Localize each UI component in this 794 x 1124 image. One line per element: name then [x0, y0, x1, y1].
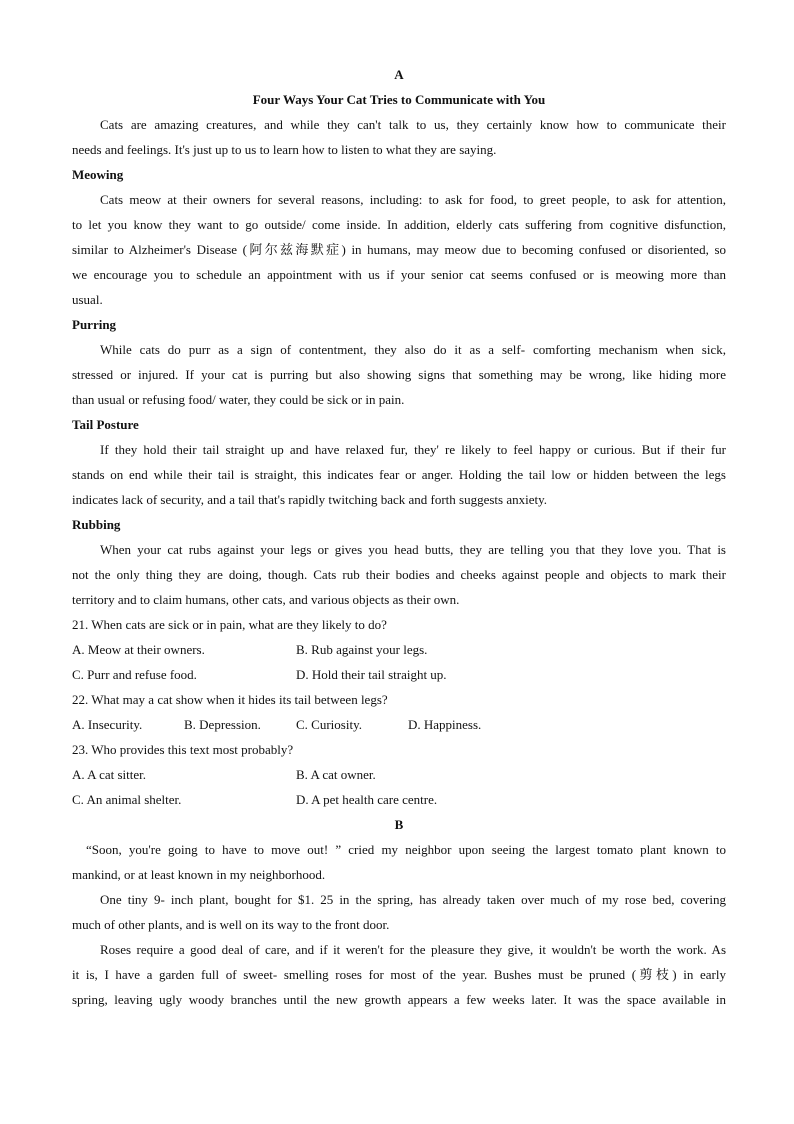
question-23-stem: 23. Who provides this text most probably? — [72, 742, 294, 757]
section-heading-purring: Purring — [72, 317, 117, 332]
question-23-option-a[interactable]: A. A cat sitter. — [72, 767, 147, 782]
question-21-options-row — [72, 637, 726, 662]
passage-b-line: Roses require a good deal of care, and if it weren't for the pleasure they give, it wouldn't be worth the work. As — [100, 942, 726, 957]
passage-b-line: it is, I have a garden full of sweet- smelling roses for most of the year. Bushes must be pruned (剪枝) in early — [72, 967, 726, 982]
passage-b-line: spring, leaving ugly woody branches until the new growth appears a few weeks later. It was the space available in — [72, 992, 726, 1007]
question-22-stem: 22. What may a cat show when it hides its tail between legs? — [72, 692, 388, 707]
paragraph-line: Cats meow at their owners for several reasons, including: to ask for food, to greet people, to ask for attention, — [100, 192, 726, 207]
document-content — [72, 62, 726, 1012]
paragraph-line: stands on end while their tail is straight, this indicates fear or anger. Holding the tail low or hidden between the legs — [72, 467, 726, 482]
paragraph-line: than usual or refusing food/ water, they could be sick or in pain. — [72, 392, 405, 407]
question-22-option-b[interactable]: B. Depression. — [184, 717, 261, 732]
passage-a-intro-line: needs and feelings. It's just up to us to learn how to listen to what they are saying. — [72, 142, 497, 157]
question-21-option-c[interactable]: C. Purr and refuse food. — [72, 667, 197, 682]
paragraph-line: If they hold their tail straight up and have relaxed fur, they' re likely to feel happy or curious. But if their fur — [100, 442, 726, 457]
passage-b-line: much of other plants, and is well on its way to the front door. — [72, 917, 390, 932]
question-22-option-c[interactable]: C. Curiosity. — [296, 717, 362, 732]
question-21-options-row — [72, 662, 726, 687]
question-22-option-a[interactable]: A. Insecurity. — [72, 717, 143, 732]
section-heading-meowing: Meowing — [72, 167, 124, 182]
passage-a-title: Four Ways Your Cat Tries to Communicate with You — [252, 92, 546, 107]
passage-a-intro-line: Cats are amazing creatures, and while they can't talk to us, they certainly know how to communicate their — [100, 117, 726, 132]
section-heading-tail-posture: Tail Posture — [72, 417, 139, 432]
question-21-option-d[interactable]: D. Hold their tail straight up. — [296, 667, 447, 682]
paragraph-line: indicates lack of security, and a tail that's rapidly twitching back and forth suggests anxiety. — [72, 492, 548, 507]
question-23-options-row — [72, 787, 726, 812]
section-a-letter: A — [394, 67, 404, 82]
paragraph-line: usual. — [72, 292, 103, 307]
question-22-options-row — [72, 712, 726, 737]
paragraph-line: we encourage you to schedule an appointment with us if your senior cat seems confused or is meowing more than — [72, 267, 726, 282]
paragraph-line: to let you know they want to go outside/ come inside. In addition, elderly cats suffering from cognitive disfunction, — [72, 217, 726, 232]
paragraph-line: When your cat rubs against your legs or gives you head butts, they are telling you that they love you. That is — [100, 542, 726, 557]
question-23-option-d[interactable]: D. A pet health care centre. — [296, 792, 438, 807]
passage-b-line: One tiny 9- inch plant, bought for $1. 25 in the spring, has already taken over much of my rose bed, covering — [100, 892, 726, 907]
paragraph-line: territory and to claim humans, other cats, and various objects as their own. — [72, 592, 460, 607]
passage-b-line: “Soon, you're going to have to move out! ” cried my neighbor upon seeing the largest tomato plant known to — [86, 842, 726, 857]
question-23-options-row — [72, 762, 726, 787]
paragraph-line: While cats do purr as a sign of contentment, they also do it as a self- comforting mechanism when sick, — [100, 342, 726, 357]
question-21-option-a[interactable]: A. Meow at their owners. — [72, 642, 205, 657]
question-23-option-c[interactable]: C. An animal shelter. — [72, 792, 182, 807]
question-23-option-b[interactable]: B. A cat owner. — [296, 767, 376, 782]
question-21-option-b[interactable]: B. Rub against your legs. — [296, 642, 428, 657]
paragraph-line: stressed or injured. If your cat is purring but also showing signs that something may be wrong, like hiding more — [72, 367, 726, 382]
paragraph-line: similar to Alzheimer's Disease (阿尔兹海默症) in humans, may meow due to becoming confused or disoriented, so — [72, 242, 726, 257]
question-22-option-d[interactable]: D. Happiness. — [408, 717, 482, 732]
section-heading-rubbing: Rubbing — [72, 517, 121, 532]
passage-b-line: mankind, or at least known in my neighborhood. — [72, 867, 326, 882]
question-21-stem: 21. When cats are sick or in pain, what are they likely to do? — [72, 617, 387, 632]
section-b-letter: B — [394, 817, 404, 832]
paragraph-line: not the only thing they are doing, though. Cats rub their bodies and cheeks against people and objects to mark their — [72, 567, 726, 582]
